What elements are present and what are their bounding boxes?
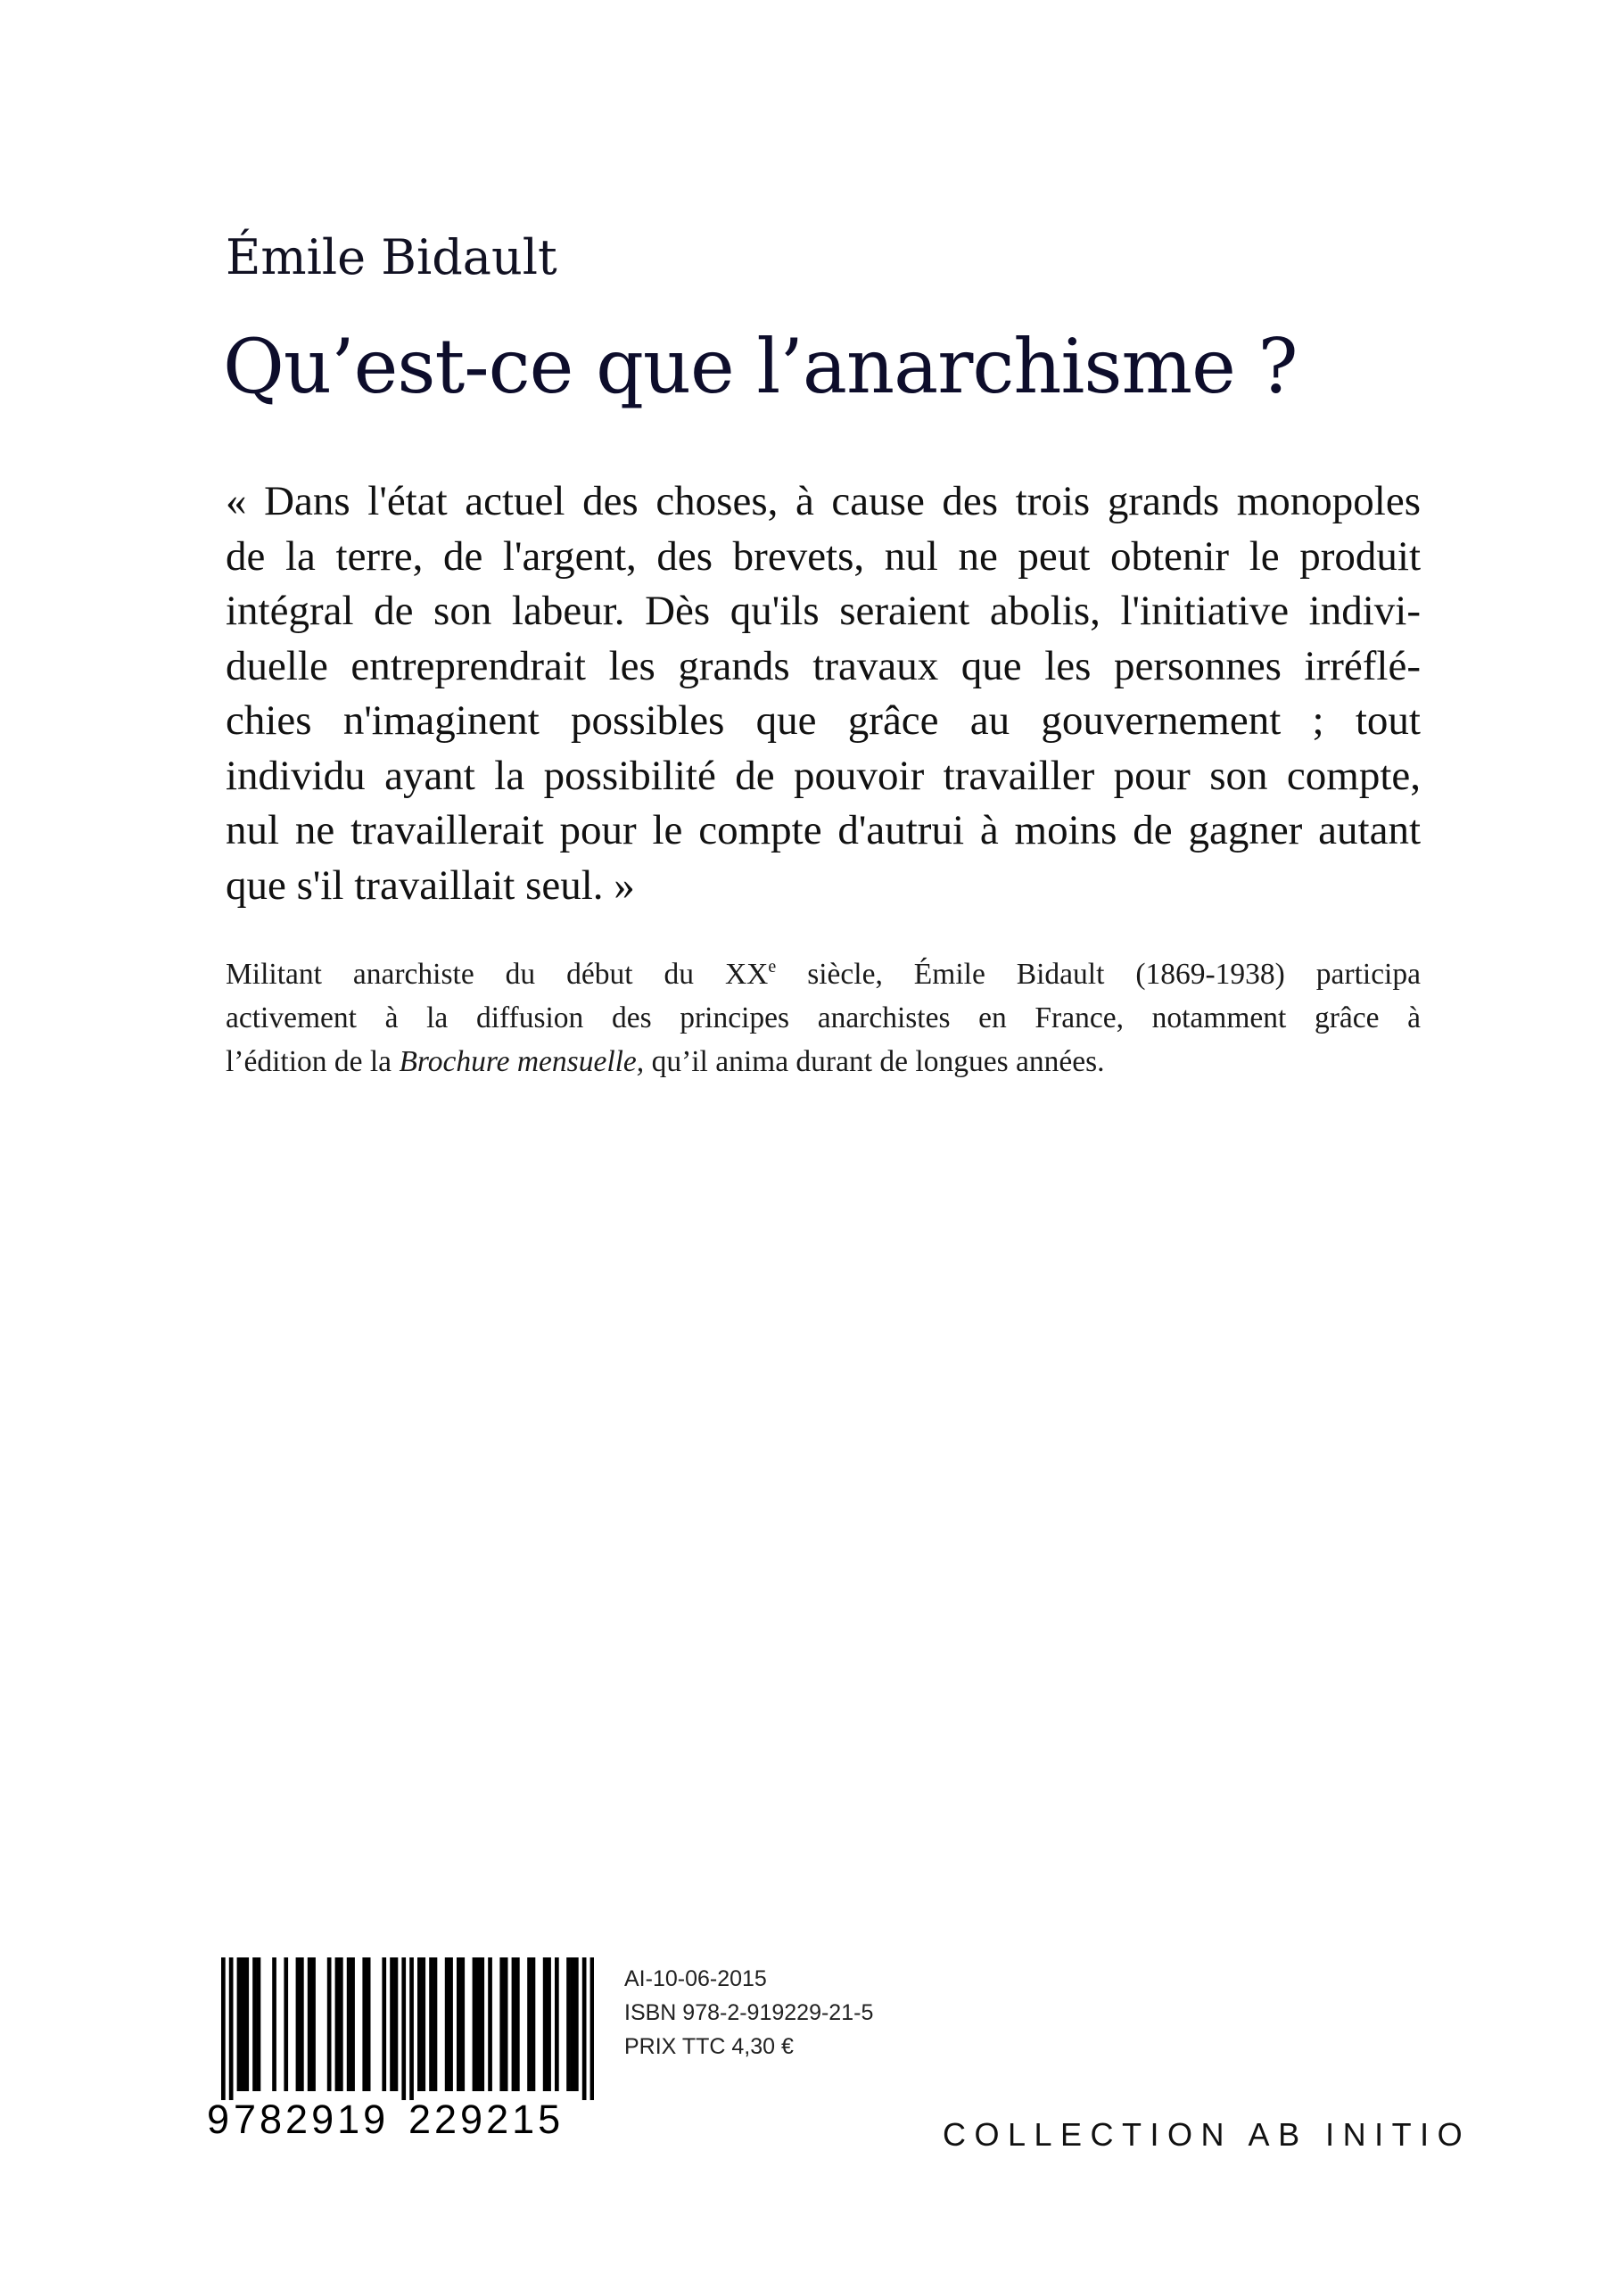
barcode-bar	[515, 1957, 520, 2091]
barcode-bar	[504, 1957, 508, 2091]
barcode-digit-group-left: 782919	[234, 2097, 390, 2142]
quote-line: duelle entreprendrait les grands travaux que les personnes irréflé-	[226, 642, 1421, 689]
barcode-bar	[433, 1957, 438, 2091]
barcode-guard-bar	[582, 1957, 587, 2100]
bio-text: Militant anarchiste du début du XX	[226, 958, 769, 991]
quote-line: nul ne travaillerait pour le compte d'autrui à moins de gagner autant	[226, 807, 1421, 853]
barcode-digit-group-right: 229215	[408, 2097, 565, 2142]
bio-text: qu’il anima durant de longues années.	[644, 1045, 1105, 1078]
isbn: ISBN 978-2-919229-21-5	[624, 2000, 874, 2025]
bio-line	[226, 1040, 1421, 1083]
barcode-bar	[476, 1957, 481, 2091]
quote-line: « Dans l'état actuel des choses, à cause des trois grands monopoles	[226, 478, 1421, 524]
barcode-bar	[296, 1957, 301, 2091]
collection-name: COLLECTION AB INITIO	[943, 2116, 1471, 2153]
barcode-bar	[244, 1957, 249, 2091]
price: PRIX TTC 4,30 €	[624, 2034, 794, 2059]
barcode-bar	[284, 1957, 288, 2091]
barcode-bar	[252, 1957, 257, 2091]
author-name: Émile Bidault	[226, 229, 557, 285]
barcode-bar	[335, 1957, 340, 2091]
barcode-bar	[457, 1957, 461, 2091]
quote-line: intégral de son labeur. Dès qu'ils seraient abolis, l'initiative indivi-	[226, 588, 1421, 634]
barcode-bar	[527, 1957, 532, 2091]
bio-superscript: e	[768, 957, 777, 976]
barcode-bar	[347, 1957, 351, 2091]
barcode-bar	[421, 1957, 425, 2091]
barcode-guard-bar	[590, 1957, 594, 2100]
barcode-bar	[571, 1957, 575, 2091]
barcode-bar	[488, 1957, 492, 2091]
barcode-first-digit: 9	[207, 2097, 230, 2142]
barcode-bar	[339, 1957, 343, 2091]
barcode-bar	[241, 1957, 245, 2091]
quote-line: de la terre, de l'argent, des brevets, nul ne peut obtenir le produit	[226, 532, 1421, 580]
barcode-bar	[390, 1957, 394, 2091]
barcode-bar	[574, 1957, 579, 2091]
quote-line: que s'il travaillait seul. »	[226, 861, 635, 909]
barcode-guard-bar	[409, 1957, 414, 2100]
bio-text: l’édition de la	[226, 1045, 400, 1078]
barcode-bar	[311, 1957, 316, 2091]
barcode-bar	[512, 1957, 516, 2091]
barcode-guard-bar	[401, 1957, 406, 2100]
bio-line: activement à la diffusion des principes anarchistes en France, notamment grâce à	[226, 1001, 1421, 1034]
quote-block	[226, 474, 1421, 913]
quote-line: chies n'imaginent possibles que grâce au gouvernement ; tout	[226, 697, 1421, 744]
barcode-bar	[499, 1957, 504, 2091]
quote-line: individu ayant la possibilité de pouvoir travailler pour son compte,	[226, 752, 1421, 799]
barcode-bar	[460, 1957, 465, 2091]
barcode-bar	[417, 1957, 422, 2091]
author-bio	[226, 952, 1421, 1083]
bio-line	[226, 952, 1421, 996]
barcode-bar	[382, 1957, 386, 2091]
barcode-bar	[308, 1957, 312, 2091]
barcode-bar	[480, 1957, 484, 2091]
bio-text: siècle, Émile Bidault (1869-1938) participa	[776, 958, 1421, 991]
barcode-bar	[473, 1957, 477, 2091]
barcode-bar	[429, 1957, 433, 2091]
barcode-bar	[555, 1957, 559, 2091]
barcode-bar	[362, 1957, 367, 2091]
barcode-bar	[327, 1957, 332, 2091]
barcode-image	[221, 1957, 594, 2100]
book-title: Qu’est-ce que l’anarchisme ?	[223, 323, 1298, 410]
barcode-bar	[350, 1957, 355, 2091]
barcode-bar	[272, 1957, 276, 2091]
barcode-bar	[445, 1957, 449, 2091]
barcode-bar	[237, 1957, 242, 2091]
publication-info	[624, 1962, 873, 2064]
barcode-bar	[543, 1957, 548, 2091]
edition-reference: AI-10-06-2015	[624, 1966, 767, 1991]
barcode-bar	[300, 1957, 304, 2091]
barcode-bar	[566, 1957, 571, 2091]
barcode-bar	[449, 1957, 453, 2091]
barcode-bar	[257, 1957, 261, 2091]
barcode-guard-bar	[221, 1957, 226, 2100]
barcode-bar	[394, 1957, 399, 2091]
brochure-title: Brochure mensuelle,	[399, 1045, 645, 1078]
barcode-guard-bar	[229, 1957, 234, 2100]
barcode-bar	[367, 1957, 371, 2091]
barcode-bar	[547, 1957, 551, 2091]
barcode-bar	[532, 1957, 536, 2091]
